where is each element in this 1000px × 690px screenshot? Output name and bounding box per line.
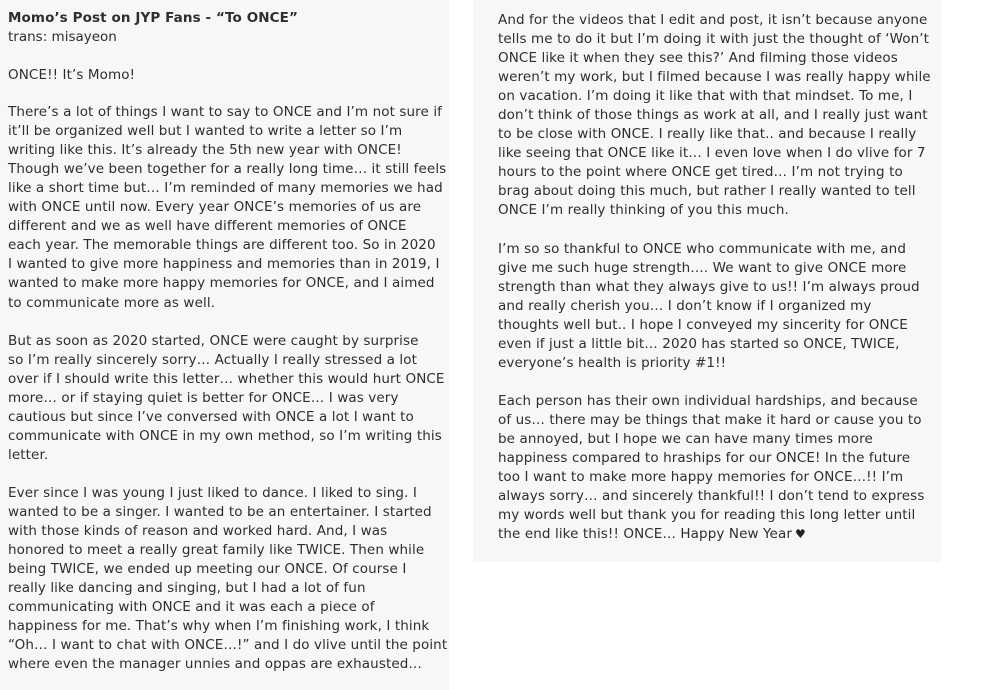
text-line xyxy=(498,68,933,87)
text-line xyxy=(498,468,933,487)
text-line xyxy=(8,484,441,503)
line-text: on vacation. I’m doing it like that with that mindset. To me, I xyxy=(498,88,913,105)
letter-paragraph xyxy=(498,392,933,544)
line-text: But as soon as 2020 started, ONCE were caught by surprise xyxy=(8,332,419,349)
text-line xyxy=(498,240,933,259)
text-line xyxy=(8,179,441,198)
text-line xyxy=(8,198,441,217)
line-text: Each person has their own individual hardships, and because xyxy=(498,392,918,409)
line-text: tells me to do it but I’m doing it with just the thought of ‘Won’t xyxy=(498,31,930,48)
line-text: writing like this. It’s already the 5th new year with ONCE! xyxy=(8,142,402,159)
text-line xyxy=(498,335,933,354)
line-text: brag about doing this much, but rather I really wanted to tell xyxy=(498,183,916,200)
line-text: over if I should write this letter… whether this would hurt ONCE xyxy=(8,370,445,387)
text-line xyxy=(8,503,441,522)
text-line xyxy=(8,103,441,122)
text-line xyxy=(8,255,441,274)
line-text: like seeing that ONCE like it… I even love when I do vlive for 7 xyxy=(498,145,926,162)
line-text: different and we as well have different memories of ONCE xyxy=(8,218,407,235)
line-text: ONCE like it when they see this?’ And filming those videos xyxy=(498,50,898,67)
text-line xyxy=(8,522,441,541)
text-line xyxy=(8,579,441,598)
text-line xyxy=(8,560,441,579)
text-line xyxy=(498,297,933,316)
line-text: hours to the point where ONCE get tired… I’m not trying to xyxy=(498,164,903,181)
text-line xyxy=(498,354,933,373)
line-text: weren’t my work, but I filmed because I was really happy while xyxy=(498,69,931,86)
line-text: really like dancing and singing, but I had a lot of fun xyxy=(8,580,366,597)
letter-paragraph xyxy=(498,240,933,373)
text-line xyxy=(8,446,441,465)
line-text: being TWICE, we ended up meeting our ONCE. Of course I xyxy=(8,561,407,578)
line-text: my words well but thank you for reading this long letter until xyxy=(498,507,916,524)
line-text: letter. xyxy=(8,446,49,463)
line-text: more… or if staying quiet is better for ONCE… I was very xyxy=(8,389,399,406)
greeting: ONCE!! It’s Momo! xyxy=(8,67,136,83)
line-text: of us… there may be things that make it hard or cause you to xyxy=(498,411,922,428)
line-text: happiness for me. That’s why when I’m finishing work, I think xyxy=(8,618,430,635)
text-line xyxy=(8,332,441,351)
text-line xyxy=(498,144,933,163)
letter-paragraph xyxy=(8,103,447,313)
line-text: to be close with ONCE. I really like that.. and because I really xyxy=(498,126,917,143)
text-line xyxy=(498,201,933,220)
line-text: There’s a lot of things I want to say to ONCE and I’m not sure if xyxy=(8,104,443,121)
text-line xyxy=(8,217,441,236)
text-line xyxy=(8,141,441,160)
text-line xyxy=(498,87,933,106)
line-text: I wanted to give more happiness and memories than in 2019, I xyxy=(8,256,440,273)
text-line xyxy=(498,125,933,144)
text-line xyxy=(8,408,441,427)
line-text: like a short time but… I’m reminded of many memories we had xyxy=(8,180,443,197)
text-line xyxy=(498,49,933,68)
line-text: it’ll be organized well but I wanted to write a letter so I’m xyxy=(8,123,403,140)
line-text: Ever since I was young I just liked to dance. I liked to sing. I xyxy=(8,484,417,501)
line-text: give me such huge strength…. We want to give ONCE more xyxy=(498,259,907,276)
text-line xyxy=(498,11,933,30)
text-line xyxy=(498,278,933,297)
text-line xyxy=(498,163,933,182)
text-line xyxy=(8,351,441,370)
left-paragraphs xyxy=(8,103,448,674)
text-line xyxy=(8,636,448,655)
line-text: strength than what they always give to us!! I’m always proud xyxy=(498,278,920,295)
text-line xyxy=(8,427,441,446)
line-text: with ONCE until now. Every year ONCE’s memories of us are xyxy=(8,199,422,216)
line-text: the end like this!! ONCE… Happy New Year xyxy=(498,526,792,543)
text-line xyxy=(498,182,933,201)
text-line xyxy=(8,370,445,389)
text-line xyxy=(498,392,933,411)
letter-paragraph xyxy=(8,332,445,465)
post-title: Momo’s Post on JYP Fans - “To ONCE” xyxy=(8,10,298,26)
line-text: be annoyed, but I hope we can have many times more xyxy=(498,430,873,447)
line-text: wanted to make more happy memories for ONCE, and I aimed xyxy=(8,275,435,292)
letter-panel-left xyxy=(0,0,449,690)
text-line xyxy=(8,598,441,617)
text-line xyxy=(498,525,933,544)
letter-paragraph xyxy=(498,11,933,221)
line-text: “Oh… I want to chat with ONCE…!” and I do vlive until the point xyxy=(8,637,448,654)
line-text: even if just a little bit… 2020 has started so ONCE, TWICE, xyxy=(498,335,900,352)
line-text: and really cherish you… I don’t know if I organized my xyxy=(498,297,872,314)
line-text: And for the videos that I edit and post, it isn’t because anyone xyxy=(498,12,928,28)
line-text: communicate with ONCE in my own method, so I’m writing this xyxy=(8,427,442,444)
text-line xyxy=(8,160,447,179)
text-line xyxy=(8,389,441,408)
text-line xyxy=(8,294,441,313)
line-text: I’m so so thankful to ONCE who communicate with me, and xyxy=(498,240,906,257)
line-text: ONCE I’m really thinking of you this much. xyxy=(498,202,789,219)
text-line xyxy=(498,411,933,430)
line-text: always sorry… and sincerely thankful!! I don’t tend to express xyxy=(498,488,925,505)
text-line xyxy=(8,617,441,636)
text-line xyxy=(498,506,933,525)
line-text: everyone’s health is priority #1!! xyxy=(498,354,727,371)
line-text: too I want to make more happy memories for ONCE…!! I’m xyxy=(498,469,904,486)
text-line xyxy=(498,487,933,506)
line-text: thoughts well but.. I hope I conveyed my sincerity for ONCE xyxy=(498,316,908,333)
line-text: each year. The memorable things are different too. So in 2020 xyxy=(8,237,436,254)
line-text: with those kinds of reason and worked hard. And, I was xyxy=(8,522,388,539)
line-text: honored to meet a really great family like TWICE. Then while xyxy=(8,542,425,559)
text-line xyxy=(498,30,933,49)
line-text: so I’m really sincerely sorry… Actually I really stressed a lot xyxy=(8,351,418,368)
translator-credit: trans: misayeon xyxy=(8,29,117,45)
text-line xyxy=(8,541,441,560)
text-line xyxy=(8,236,441,255)
text-line xyxy=(8,122,441,141)
letter-panel-right xyxy=(473,0,941,562)
line-text: wanted to be a singer. I wanted to be an entertainer. I started xyxy=(8,503,432,520)
text-line xyxy=(498,259,933,278)
text-line xyxy=(498,316,933,335)
heart-icon: ♥ xyxy=(795,527,806,542)
line-text: Though we’ve been together for a really long time… it still feels xyxy=(8,161,447,178)
text-line xyxy=(498,430,933,449)
line-text: where even the manager unnies and oppas are exhausted… xyxy=(8,656,423,673)
text-line xyxy=(8,274,441,293)
text-line xyxy=(8,655,441,674)
line-text: cautious but since I’ve conversed with ONCE a lot I want to xyxy=(8,408,414,425)
text-line xyxy=(498,449,933,468)
right-paragraphs xyxy=(498,11,933,544)
line-text: communicating with ONCE and it was each a piece of xyxy=(8,599,375,616)
line-text: happiness compared to hraships for our ONCE! In the future xyxy=(498,449,911,466)
text-line xyxy=(498,106,933,125)
letter-paragraph xyxy=(8,484,448,674)
line-text: don’t think of those things as work at all, and I really just want xyxy=(498,107,928,124)
line-text: to communicate more as well. xyxy=(8,294,216,311)
